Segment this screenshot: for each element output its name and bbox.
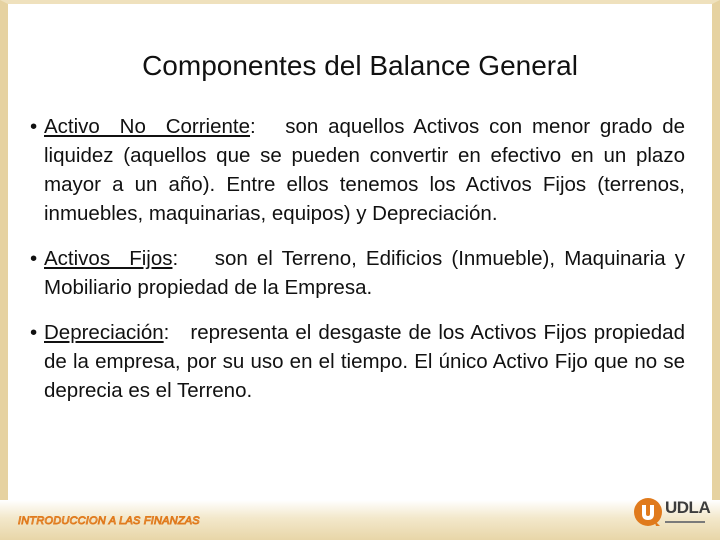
bullet-item-activo-no-corriente xyxy=(30,112,685,228)
term-depreciacion: Depreciación xyxy=(44,321,164,344)
term-separator: : xyxy=(163,321,170,344)
bullet-icon: • xyxy=(30,321,38,344)
term-separator: : xyxy=(172,247,179,270)
logo-tagline-line xyxy=(665,521,705,523)
definition-activo-no-corriente: son aquellos Activos con menor grado de liquidez (aquellos que se pueden convertir en efectivo en un plazo mayor a un año). Entre ellos tenemos los Activos Fijos (terrenos, inmuebles, maquinarias, equipos) y Depreciación. xyxy=(44,115,685,225)
slide-title: Componentes del Balance General xyxy=(142,50,578,81)
term-activos-fijos: Activos Fijos xyxy=(44,247,173,270)
term-separator: : xyxy=(250,115,256,138)
bullet-list xyxy=(30,112,685,421)
udla-logo xyxy=(632,494,711,534)
udla-logo-icon xyxy=(632,496,664,530)
definition-activos-fijos: son el Terreno, Edificios (Inmueble), Maquinaria y Mobiliario propiedad de la Empresa. xyxy=(44,247,685,299)
bullet-item-depreciacion xyxy=(30,318,685,405)
bullet-icon: • xyxy=(30,115,38,138)
bullet-icon: • xyxy=(30,247,38,270)
logo-wordmark: UDLA xyxy=(665,498,711,517)
term-activo-no-corriente: Activo No Corriente xyxy=(44,115,251,138)
course-footer: INTRODUCCION A LAS FINANZAS xyxy=(18,515,200,527)
bullet-item-activos-fijos xyxy=(30,244,685,302)
definition-depreciacion: representa el desgaste de los Activos Fijos propiedad de la empresa, por su uso en el tiempo. El único Activo Fijo que no se deprecia es el Terreno. xyxy=(44,321,685,402)
